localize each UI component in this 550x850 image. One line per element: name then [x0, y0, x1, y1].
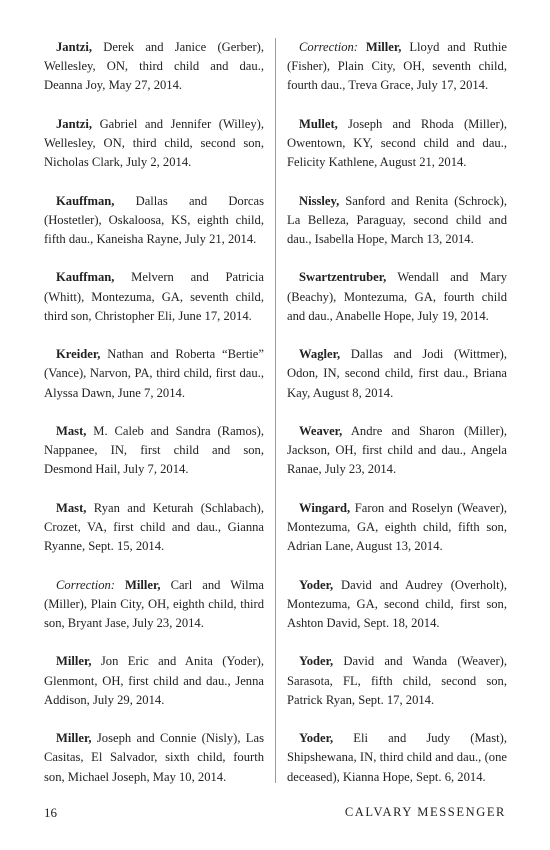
family-surname: Wingard,: [299, 500, 351, 515]
family-surname: Kreider,: [56, 347, 101, 362]
family-surname: Miller,: [365, 40, 402, 54]
announcement-text: Joseph and Rhoda (Miller), Owentown, KY, second child and dau., Felicity Kathlene, August 21, 2014.: [287, 116, 507, 170]
family-surname: Wagler,: [299, 347, 341, 362]
announcement-text: Dallas and Jodi (Wittmer), Odon, IN, second child, first dau., Briana Kay, August 8, 2014.: [287, 347, 507, 400]
birth-announcement: [287, 652, 507, 710]
family-surname: Jantzi,: [56, 40, 93, 54]
family-surname: Miller,: [56, 731, 92, 746]
announcement-text: Nathan and Roberta “Bertie” (Vance), Narvon, PA, third child, first dau., Alyssa Dawn, June 7, 2014.: [44, 347, 264, 400]
birth-announcement: [287, 422, 507, 480]
announcement-text: Ryan and Keturah (Schlabach), Crozet, VA, first child and dau., Gianna Ryanne, Sept. 15, 2014.: [44, 500, 264, 554]
birth-announcement: [44, 38, 264, 96]
announcement-text: Jon Eric and Anita (Yoder), Glenmont, OH, first child and dau., Jenna Addison, July 29, 2014.: [44, 654, 264, 707]
left-column: [44, 38, 264, 806]
announcement-text: Melvern and Patricia (Whitt), Montezuma, GA, seventh child, third son, Christopher Eli, June 17, 2014.: [44, 270, 264, 323]
announcement-text: Eli and Judy (Mast), Shipshewana, IN, third child and dau., (one deceased), Kianna Hope, Sept. 6, 2014.: [287, 731, 507, 784]
announcement-text: Wendall and Mary (Beachy), Montezuma, GA, fourth child and dau., Anabelle Hope, July 19, 2014.: [287, 270, 507, 323]
birth-announcement: [287, 729, 507, 787]
family-surname: Miller,: [125, 577, 161, 592]
birth-announcement: [44, 576, 264, 634]
family-surname: Kauffman,: [56, 193, 115, 208]
birth-announcement: [44, 499, 264, 557]
correction-label: Correction:: [299, 40, 366, 54]
announcement-text: Faron and Roselyn (Weaver), Montezuma, GA, eighth child, fifth son, Adrian Lane, August 13, 2014.: [287, 500, 507, 554]
announcement-text: Gabriel and Jennifer (Willey), Wellesley, ON, third child, second son, Nicholas Clark, July 2, 2014.: [44, 116, 264, 170]
announcement-text: Andre and Sharon (Miller), Jackson, OH, first child and dau., Angela Ranae, July 23, 2014.: [287, 423, 507, 477]
family-surname: Yoder,: [299, 654, 334, 669]
birth-announcement: [44, 345, 264, 403]
birth-announcement: [287, 576, 507, 634]
birth-announcement: [287, 115, 507, 173]
family-surname: Jantzi,: [56, 116, 93, 131]
family-surname: Yoder,: [299, 577, 334, 592]
birth-announcement: [287, 345, 507, 403]
family-surname: Nissley,: [299, 193, 340, 208]
announcement-text: Derek and Janice (Gerber), Wellesley, ON, third child and dau., Deanna Joy, May 27, 2014.: [44, 40, 264, 93]
family-surname: Mullet,: [299, 116, 338, 131]
announcement-text: Dallas and Dorcas (Hostetler), Oskaloosa, KS, eighth child, fifth dau., Kaneisha Rayne, July 21, 2014.: [44, 193, 264, 246]
announcement-text: M. Caleb and Sandra (Ramos), Nappanee, IN, first child and son, Desmond Hail, July 7, 2014.: [44, 423, 264, 477]
announcement-text: David and Wanda (Weaver), Sarasota, FL, fifth child, second son, Patrick Ryan, Sept. 17, 2014.: [287, 654, 507, 707]
page-number: 16: [44, 805, 57, 820]
birth-announcement: [287, 38, 507, 96]
birth-announcement: [44, 729, 264, 787]
family-surname: Mast,: [56, 423, 87, 438]
birth-announcement: [287, 499, 507, 557]
announcement-text: David and Audrey (Overholt), Montezuma, GA, second child, first son, Ashton David, Sept. 18, 2014.: [287, 577, 507, 630]
announcement-text: Carl and Wilma (Miller), Plain City, OH, eighth child, third son, Bryant Jase, July 23, 2014.: [44, 577, 264, 630]
correction-label: Correction:: [56, 577, 125, 592]
birth-announcement: [44, 192, 264, 250]
birth-announcement: [287, 192, 507, 250]
family-surname: Mast,: [56, 500, 87, 515]
family-surname: Yoder,: [299, 731, 334, 746]
family-surname: Kauffman,: [56, 270, 115, 285]
birth-announcement: [44, 268, 264, 326]
family-surname: Weaver,: [299, 423, 343, 438]
announcement-text: Joseph and Connie (Nisly), Las Casitas, El Salvador, sixth child, fourth son, Michael Joseph, May 10, 2014.: [44, 731, 264, 784]
right-column: [287, 38, 507, 806]
birth-announcement: [44, 652, 264, 710]
family-surname: Swartzentruber,: [299, 270, 387, 285]
announcement-text: Lloyd and Ruthie (Fisher), Plain City, OH, seventh child, fourth dau., Treva Grace, July 17, 2014.: [287, 40, 507, 93]
birth-announcement: [44, 115, 264, 173]
birth-announcement: [287, 268, 507, 326]
birth-announcement: [44, 422, 264, 480]
announcement-text: Sanford and Renita (Schrock), La Belleza, Paraguay, second child and dau., Isabella Hope, March 13, 2014.: [287, 193, 507, 246]
family-surname: Miller,: [56, 654, 92, 669]
publication-title: CALVARY MESSENGER: [344, 805, 506, 819]
column-divider: [275, 38, 276, 783]
